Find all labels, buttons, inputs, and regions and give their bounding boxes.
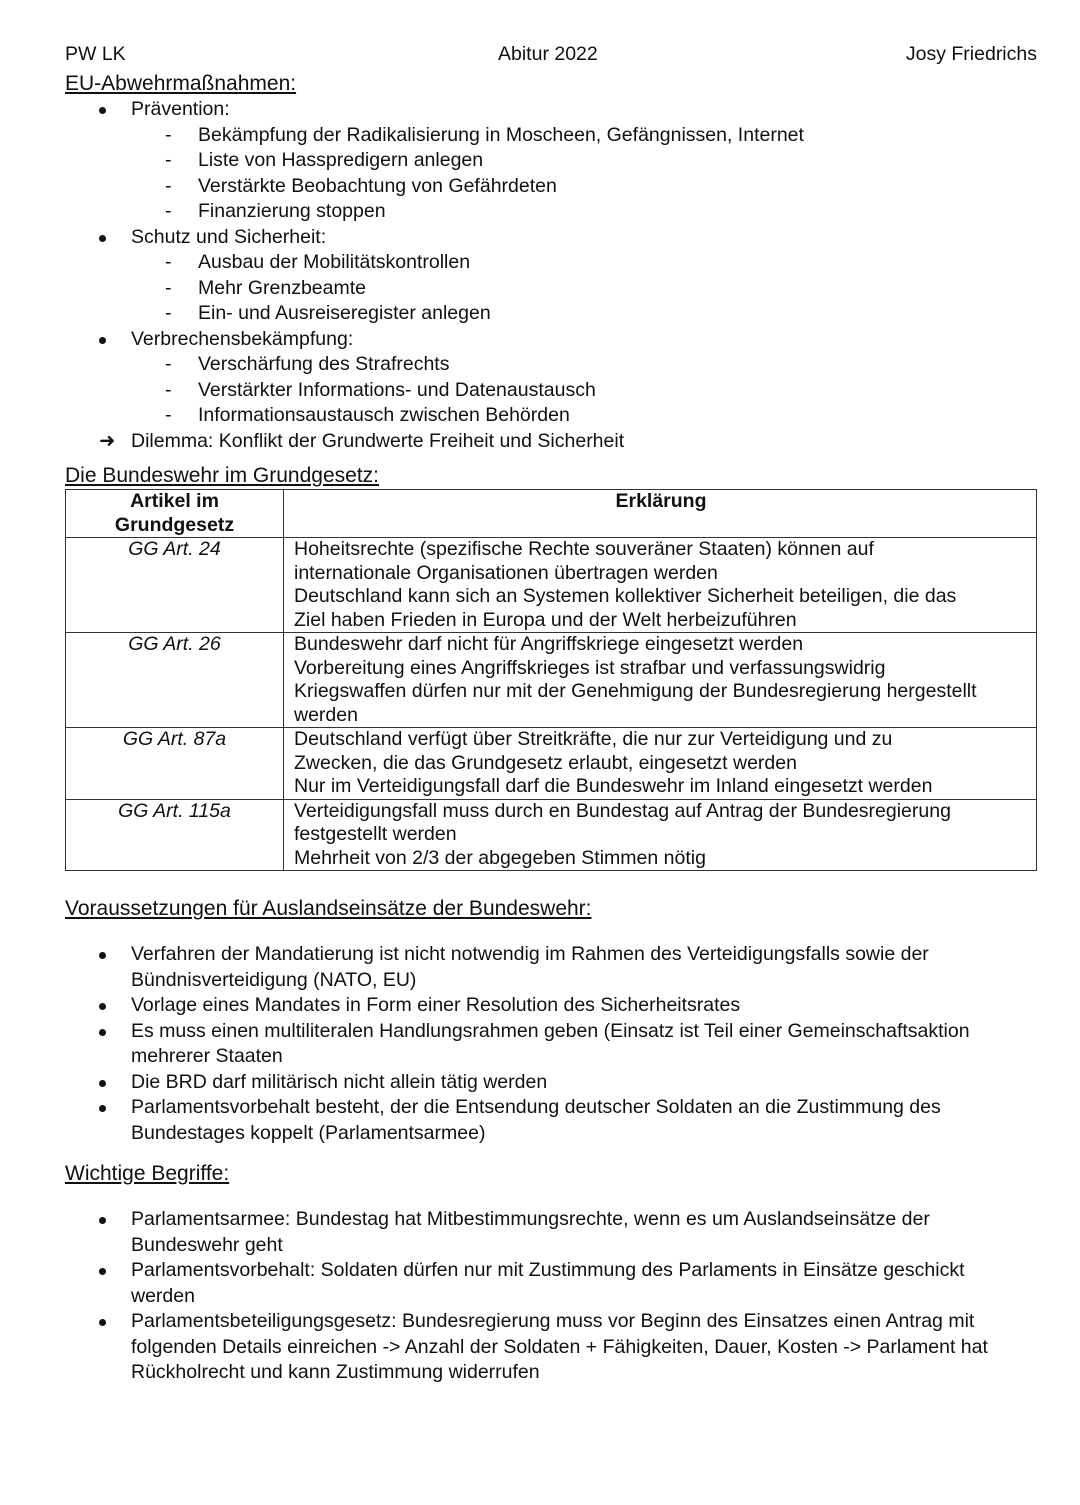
explanation-line: Bundeswehr darf nicht für Angriffskriege eingesetzt werden [294,633,804,655]
column-header-explanation: Erklärung [284,490,1037,538]
list-item-line: Bundeswehr geht [131,1233,283,1256]
eu-list [65,97,1037,429]
list-item-line: Parlamentsbeteiligungsgesetz: Bundesregierung muss vor Beginn des Einsatzes einen Antrag mit [131,1310,975,1332]
list-item-line: folgenden Details einreichen -> Anzahl der Soldaten + Fähigkeiten, Dauer, Kosten -> Parlament hat [131,1335,988,1358]
sub-list [131,250,1037,327]
explanation-line: Mehrheit von 2/3 der abgegeben Stimmen nötig [294,846,706,869]
ausland-heading: Voraussetzungen für Auslandseinsätze der Bundeswehr: [65,897,592,920]
sub-item: - Bekämpfung der Radikalisierung in Moscheen, Gefängnissen, Internet [131,123,1037,149]
list-item [65,1095,1037,1146]
explanation-line: Nur im Verteidigungsfall darf die Bundeswehr im Inland eingesetzt werden [294,775,933,797]
list-item [65,1258,1037,1309]
sub-item: - Informationsaustausch zwischen Behörden [131,403,1037,429]
gg-table [65,489,1037,871]
conclusion-line [65,429,1037,455]
explanation-line: Hoheitsrechte (spezifische Rechte souveräner Staaten) können auf [294,538,874,560]
sub-list [131,352,1037,429]
conclusion-text: Dilemma: Konflikt der Grundwerte Freiheit und Sicherheit [131,429,625,452]
column-header-line: Grundgesetz [114,513,235,536]
explanation-line: internationale Organisationen übertragen werden [294,561,718,584]
header-course: PW LK [65,43,126,65]
eu-section [65,70,1037,454]
group-label: Verbrechensbekämpfung: [131,327,354,350]
begriffe-list [65,1207,1037,1386]
list-item-line: Die BRD darf militärisch nicht allein tätig werden [131,1070,548,1093]
article-cell: GG Art. 24 [66,538,284,633]
list-item [65,327,1037,429]
explanation-cell [284,728,1037,800]
ausland-list [65,942,1037,1146]
article-cell: GG Art. 115a [66,799,284,871]
group-label: Prävention: [131,98,230,120]
explanation-line: festgestellt werden [294,823,457,845]
group-label: Schutz und Sicherheit: [131,225,327,248]
list-item-line: Parlamentsvorbehalt: Soldaten dürfen nur mit Zustimmung des Parlaments in Einsätze geschickt [131,1259,965,1281]
eu-heading: EU-Abwehrmaßnahmen: [65,72,297,95]
list-item [65,97,1037,225]
table-row [66,728,1037,800]
explanation-line: Vorbereitung eines Angriffskrieges ist strafbar und verfassungswidrig [294,656,886,679]
explanation-line: Zwecken, die das Grundgesetz erlaubt, eingesetzt werden [294,751,797,774]
explanation-line: werden [294,703,358,726]
list-item-line: Bündnisverteidigung (NATO, EU) [131,968,417,991]
list-item [65,942,1037,993]
explanation-line: Deutschland verfügt über Streitkräfte, die nur zur Verteidigung und zu [294,728,893,750]
list-item-line: Bundestages koppelt (Parlamentsarmee) [131,1121,486,1144]
column-header-article [66,490,284,538]
explanation-line: Verteidigungsfall muss durch en Bundestag auf Antrag der Bundesregierung [294,799,951,822]
explanation-cell [284,633,1037,728]
table-row [66,799,1037,871]
list-item-line: Vorlage eines Mandates in Form einer Resolution des Sicherheitsrates [131,994,741,1016]
sub-item: - Mehr Grenzbeamte [131,276,1037,302]
list-item [65,1207,1037,1258]
right-arrow-icon: ➜ [99,429,116,452]
sub-item: - Verstärkter Informations- und Datenaustausch [131,378,1037,404]
header-author: Josy Friedrichs [905,43,1037,65]
list-item-line: Es muss einen multiliteralen Handlungsrahmen geben (Einsatz ist Teil einer Gemeinschaftsaktion [131,1019,970,1042]
sub-list [131,123,1037,225]
column-header-line: Artikel im [130,490,219,512]
sub-item: - Verstärkte Beobachtung von Gefährdeten [131,174,1037,200]
explanation-cell [284,799,1037,871]
list-item-line: mehrerer Staaten [131,1045,283,1067]
article-cell: GG Art. 87a [66,728,284,800]
ausland-section [65,895,1037,1146]
gg-section [65,462,1037,871]
list-item [65,225,1037,327]
header-exam: Abitur 2022 [498,43,598,65]
list-item-line: Parlamentsarmee: Bundestag hat Mitbestimmungsrechte, wenn es um Auslandseinsätze der [131,1208,930,1230]
list-item [65,1309,1037,1386]
explanation-line: Deutschland kann sich an Systemen kollektiver Sicherheit beteiligen, die das [294,585,957,607]
sub-item: - Finanzierung stoppen [131,199,1037,225]
sub-item: - Verschärfung des Strafrechts [131,352,1037,378]
article-cell: GG Art. 26 [66,633,284,728]
sub-item: - Ausbau der Mobilitätskontrollen [131,250,1037,276]
table-header-row [66,490,1037,538]
list-item [65,1019,1037,1070]
sub-item: - Ein- und Ausreiseregister anlegen [131,301,1037,327]
explanation-line: Kriegswaffen dürfen nur mit der Genehmigung der Bundesregierung hergestellt [294,680,977,702]
table-row [66,538,1037,633]
sub-item: - Liste von Hasspredigern anlegen [131,148,1037,174]
explanation-line: Ziel haben Frieden in Europa und der Welt herbeizuführen [294,608,797,631]
list-item-line: Parlamentsvorbehalt besteht, der die Entsendung deutscher Soldaten an die Zustimmung des [131,1096,941,1118]
explanation-cell [284,538,1037,633]
gg-heading: Die Bundeswehr im Grundgesetz: [65,464,379,487]
list-item-line: Verfahren der Mandatierung ist nicht notwendig im Rahmen des Verteidigungsfalls sowie der [131,943,929,965]
page-header [65,42,1037,70]
list-item [65,993,1037,1019]
table-row [66,633,1037,728]
list-item-line: werden [131,1284,195,1307]
document-page [65,42,1037,1386]
begriffe-heading: Wichtige Begriffe: [65,1162,230,1185]
begriffe-section [65,1160,1037,1386]
list-item-line: Rückholrecht und kann Zustimmung widerrufen [131,1361,540,1383]
list-item [65,1070,1037,1096]
